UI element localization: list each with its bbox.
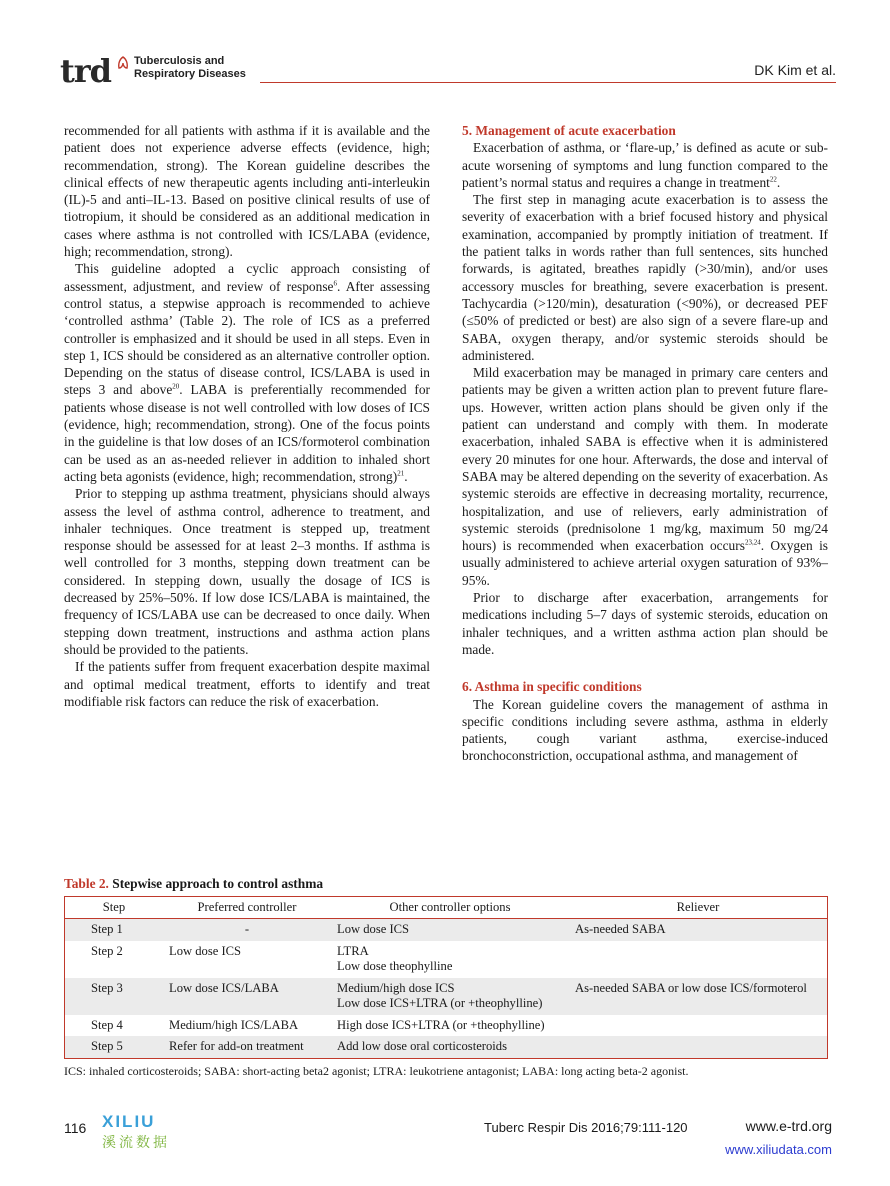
cell-line: Medium/high dose ICS xyxy=(337,980,455,995)
paragraph: Prior to discharge after exacerbation, arrangements for medications including 5–7 days of systemic steroids, education on inhaler techniques, and a written asthma action plan should be made. xyxy=(462,590,828,657)
table-row xyxy=(65,919,828,941)
cell-line: Low dose theophylline xyxy=(337,959,453,973)
citation-ref[interactable]: 21 xyxy=(397,469,405,478)
column-header: Preferred controller xyxy=(163,897,331,919)
watermark-chinese: 溪流数据 xyxy=(102,1135,170,1151)
step-cell: Step 4 xyxy=(91,1017,123,1032)
text-run: . xyxy=(776,174,781,190)
citation-ref[interactable]: 6 xyxy=(333,279,337,288)
citation-ref[interactable]: 22 xyxy=(769,175,777,184)
table-header-row xyxy=(65,897,828,919)
text-run: This guideline adopted a cyclic approach consisting of assessment, adjustment, and review of response xyxy=(64,261,430,294)
watermark-website-link[interactable]: www.xiliudata.com xyxy=(725,1142,832,1157)
watermark-logo xyxy=(102,1112,192,1152)
paragraph: If the patients suffer from frequent exacerbation despite maximal and optimal medical treatment, efforts to identify and treat modifiable risk factors can reduce the risk of exacerbation. xyxy=(64,659,430,709)
paragraph xyxy=(462,139,828,191)
other-cell xyxy=(331,919,569,941)
preferred-cell: Low dose ICS xyxy=(169,943,242,958)
other-cell xyxy=(331,941,569,978)
step-cell: Step 2 xyxy=(91,943,123,958)
text-run: Mild exacerbation may be managed in primary care centers and patients may be given a written action plan to prevent future flare-ups. However, written action plans should be given only if the patient can understand and comply with them. In moderate exacerbation, inhaled SABA is effective when it is administered every 20 minutes for one hour. Afterwards, the dose and interval of SABA may be altered depending on the severity of exacerbation. As systemic steroids are effective in decreasing mortality, recurrence, hospitalization, and use of relievers, early administration of systemic steroids (prednisolone 1 mg/kg, maximum 50 mg/24 hours) is recommended when exacerbation occurs xyxy=(462,365,828,554)
cell-line: LTRA xyxy=(337,943,369,958)
text-run: . After assessing control status, a stepwise approach is recommended to achieve ‘controlled asthma’ (Table 2). The role of ICS as a preferred controller is emphasized and it should be used in all steps. Even in step 1, ICS should be considered as an alternative controller option. Depending on the status of disease control, ICS/LABA is used in steps 3 and above xyxy=(64,278,430,398)
journal-name-line1: Tuberculosis and xyxy=(134,55,225,67)
journal-name xyxy=(134,55,246,81)
reliever-cell xyxy=(569,1015,828,1037)
table-number: Table 2. xyxy=(64,876,109,891)
journal-logo: trd xyxy=(60,52,112,90)
journal-website-link[interactable]: www.e-trd.org xyxy=(745,1118,832,1134)
preferred-cell: Medium/high ICS/LABA xyxy=(169,1017,299,1032)
journal-name-line2: Respiratory Diseases xyxy=(134,68,246,80)
preferred-cell: Low dose ICS/LABA xyxy=(163,978,331,1015)
table-row xyxy=(65,978,828,1015)
page-footer xyxy=(60,1112,836,1172)
table-2 xyxy=(64,876,828,1079)
journal-citation: Tuberc Respir Dis 2016;79:111-120 xyxy=(484,1120,688,1135)
watermark-letters: XILIU xyxy=(102,1112,156,1131)
reliever-cell xyxy=(569,1036,828,1058)
table-row xyxy=(65,1015,828,1037)
section-heading: 5. Management of acute exacerbation xyxy=(462,123,676,138)
cell-line: Low dose ICS xyxy=(337,922,410,936)
column-header: Other controller options xyxy=(331,897,569,919)
table-footnote: ICS: inhaled corticosteroids; SABA: short-acting beta2 agonist; LTRA: leukotriene antagonist; LABA: long acting beta-2 agonist. xyxy=(64,1063,689,1078)
other-cell xyxy=(331,1015,569,1037)
table-row xyxy=(65,1036,828,1058)
cell-line: High dose ICS+LTRA (or +theophylline) xyxy=(337,1017,545,1032)
step-cell: Step 1 xyxy=(65,919,164,941)
text-run: . Oxygen is usually administered to achieve arterial oxygen saturation of 93%–95%. xyxy=(462,538,828,588)
table-row xyxy=(65,941,828,978)
paragraph: The Korean guideline covers the management of asthma in specific conditions including severe asthma, asthma in elderly patients, cough variant asthma, exercise-induced bronchoconstriction, occupational asthma, and management of xyxy=(462,696,828,764)
paragraph xyxy=(64,260,430,485)
lung-icon xyxy=(116,56,130,70)
paragraph: The first step in managing acute exacerbation is to assess the severity of exacerbation with a brief focused history and physical examination, accompanied by promptly initiation of treatment. If the patient talks in words rather than full sentences, sits hunched forwards, is agitated, breathes rapidly (>30/min), and/or uses accessory muscles for breathing, severe exacerbation is present. Tachycardia (>120/min), desaturation (<90%), or decreased PEF (≤50% of predicted or best) are also sign of a severe flare-up and SABA, oxygen therapy, and/or systemic steroids should be administered. xyxy=(462,192,828,363)
cell-line: Low dose ICS+LTRA (or +theophylline) xyxy=(337,996,543,1010)
paragraph xyxy=(462,364,828,589)
section-heading: 6. Asthma in specific conditions xyxy=(462,679,642,695)
paragraph: recommended for all patients with asthma if it is available and the patient does not experience adverse effects (evidence, high; recommendation, strong). The Korean guideline describes the clinical effects of new therapeutic agents including anti-interleukin (IL)-5 and anti–IL-13. Based on positive clinical results of use of tiotropium, it should be considered as an additional medication in cases where asthma is not controlled with ICS/LABA (evidence, high; recommendation, strong). xyxy=(64,123,430,260)
citation-ref[interactable]: 20 xyxy=(172,382,180,391)
table-title: Stepwise approach to control asthma xyxy=(112,876,324,891)
running-author: DK Kim et al. xyxy=(754,62,836,78)
other-cell xyxy=(331,978,569,1015)
page-header xyxy=(60,52,836,92)
reliever-cell: As-needed SABA xyxy=(569,919,828,941)
left-column xyxy=(64,122,430,710)
other-cell xyxy=(331,1036,569,1058)
citation-ref[interactable]: 23,24 xyxy=(744,538,761,547)
column-header: Step xyxy=(65,897,164,919)
stepwise-table xyxy=(64,896,828,1059)
text-run: . LABA is preferentially recommended for patients whose disease is not well controlled with low doses of ICS (evidence, high; recommendation, strong). One of the focus points in the guideline is that low doses of an ICS/formoterol combination can be used as an as-needed reliever in addition to inhaled short acting beta agonists (evidence, high; recommendation, strong) xyxy=(64,382,431,484)
reliever-cell xyxy=(569,941,828,978)
preferred-cell: - xyxy=(163,919,331,941)
right-column xyxy=(462,122,828,765)
reliever-cell: As-needed SABA or low dose ICS/formoterol xyxy=(569,978,828,1015)
text-run: . xyxy=(404,468,408,484)
step-cell: Step 3 xyxy=(65,978,164,1015)
step-cell: Step 5 xyxy=(65,1036,164,1058)
header-divider xyxy=(260,82,836,83)
preferred-cell: Refer for add-on treatment xyxy=(163,1036,331,1058)
column-header: Reliever xyxy=(569,897,828,919)
text-run: Exacerbation of asthma, or ‘flare-up,’ is defined as acute or sub-acute worsening of symptoms and lung function compared to the patient’s normal status and requires a change in treatment xyxy=(462,140,828,190)
page-number: 116 xyxy=(64,1120,87,1136)
table-caption xyxy=(64,876,828,892)
cell-line: Add low dose oral corticosteroids xyxy=(337,1039,507,1053)
paragraph: Prior to stepping up asthma treatment, physicians should always assess the level of asthma control, adherence to treatment, and inhaler techniques. Once treatment is stepped up, treatment response should be assessed for at least 2–3 months. If asthma is well controlled for 3 months, stepping down treatment can be considered. In stepping down, usually the dosage of ICS is decreased by 25%–50%. If low dose ICS/LABA is maintained, the frequency of ICS/LABA use can be decreased to once daily. When stepping down treatment, instructions and asthma action plans should be provided to the patients. xyxy=(64,486,430,657)
